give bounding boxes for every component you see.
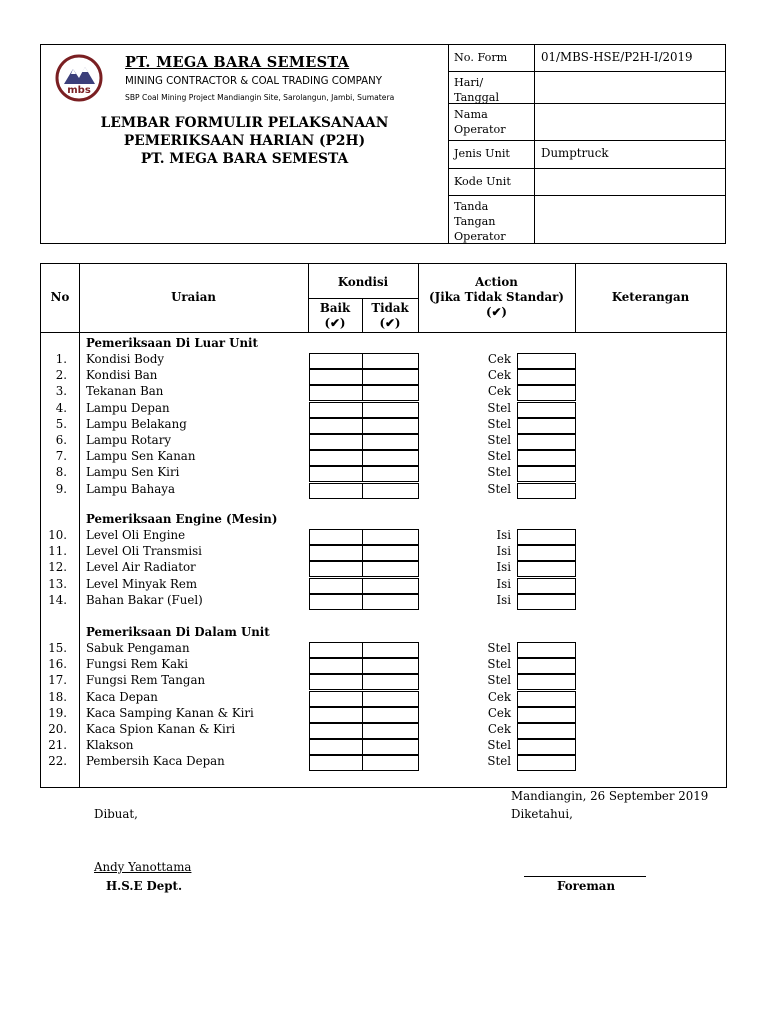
- action-checkbox[interactable]: [517, 529, 576, 545]
- item-name: Lampu Bahaya: [86, 481, 175, 496]
- item-name: Lampu Depan: [86, 400, 170, 415]
- action-checkbox[interactable]: [517, 578, 576, 594]
- baik-checkbox[interactable]: [309, 434, 363, 450]
- item-action: Stel: [487, 641, 511, 655]
- item-number: 22.: [48, 754, 67, 769]
- item-action: Stel: [487, 416, 511, 431]
- logo-text: mbs: [67, 85, 91, 96]
- info-label: Tanda Tangan Operator: [454, 200, 506, 243]
- info-label: Hari/ Tanggal: [454, 76, 500, 104]
- action-checkbox[interactable]: [517, 723, 576, 739]
- item-name: Kaca Samping Kanan & Kiri: [86, 705, 254, 720]
- item-number: 20.: [48, 722, 67, 736]
- item-action: Stel: [487, 433, 511, 447]
- header-tidak-label: Tidak: [371, 301, 409, 315]
- item-action: Stel: [487, 673, 511, 688]
- form-header: [40, 44, 726, 244]
- header-tidak: [362, 301, 418, 331]
- header-action-note: (Jika Tidak Standar): [429, 290, 564, 304]
- info-label: Kode Unit: [454, 175, 511, 188]
- baik-checkbox[interactable]: [309, 545, 363, 561]
- checklist-table: [40, 263, 727, 788]
- info-label: No. Form: [454, 51, 508, 64]
- baik-checkbox[interactable]: [309, 723, 363, 739]
- baik-checkbox[interactable]: [309, 418, 363, 434]
- foreman-signature-line: [524, 876, 646, 877]
- action-checkbox[interactable]: [517, 369, 576, 385]
- item-name: Fungsi Rem Tangan: [86, 673, 206, 688]
- place-date: Mandiangin, 26 September 2019: [511, 789, 709, 803]
- header-baik-label: Baik: [319, 301, 351, 315]
- item-number: 11.: [48, 544, 67, 559]
- tidak-checkbox[interactable]: [362, 402, 419, 418]
- info-separator: [534, 72, 535, 103]
- company-logo-icon: [55, 54, 103, 102]
- tidak-checkbox[interactable]: [362, 578, 419, 594]
- item-name: Fungsi Rem Kaki: [86, 657, 189, 672]
- item-name: Lampu Sen Kanan: [86, 449, 196, 464]
- info-separator: [534, 104, 535, 140]
- item-number: 13.: [48, 576, 67, 591]
- header-baik: [308, 301, 362, 331]
- action-checkbox[interactable]: [517, 755, 576, 771]
- tidak-checkbox[interactable]: [362, 658, 419, 674]
- tidak-checkbox[interactable]: [362, 642, 419, 658]
- action-checkbox[interactable]: [517, 691, 576, 707]
- tidak-checkbox[interactable]: [362, 691, 419, 707]
- action-checkbox[interactable]: [517, 483, 576, 499]
- action-checkbox[interactable]: [517, 466, 576, 482]
- baik-checkbox[interactable]: [309, 755, 363, 771]
- item-number: 10.: [48, 528, 67, 542]
- item-name: Kaca Spion Kanan & Kiri: [86, 722, 236, 736]
- info-separator: [534, 169, 535, 195]
- item-name: Pembersih Kaca Depan: [86, 754, 225, 769]
- item-name: Lampu Belakang: [86, 416, 187, 431]
- action-checkbox[interactable]: [517, 385, 576, 401]
- item-action: Stel: [487, 738, 511, 753]
- item-name: Level Minyak Rem: [86, 576, 198, 591]
- item-name: Klakson: [86, 738, 134, 753]
- signer-department: H.S.E Dept.: [106, 879, 183, 893]
- baik-checkbox[interactable]: [309, 658, 363, 674]
- check-mark-icon: (✔): [379, 316, 401, 330]
- info-value-field[interactable]: Dumptruck: [541, 146, 609, 160]
- item-number: 1.: [55, 352, 67, 366]
- item-number: 6.: [55, 433, 67, 447]
- check-mark-icon: (✔): [324, 316, 346, 330]
- item-number: 7.: [55, 449, 67, 464]
- item-name: Kondisi Body: [86, 352, 165, 366]
- company-description: MINING CONTRACTOR & COAL TRADING COMPANY: [125, 76, 382, 87]
- item-action: Isi: [496, 576, 511, 591]
- section-title: Pemeriksaan Engine (Mesin): [86, 512, 278, 526]
- info-separator: [534, 196, 535, 243]
- item-number: 3.: [55, 384, 67, 399]
- item-action: Cek: [487, 352, 511, 366]
- item-action: Stel: [487, 657, 511, 672]
- item-action: Cek: [487, 384, 511, 399]
- baik-checkbox[interactable]: [309, 529, 363, 545]
- item-action: Stel: [487, 449, 511, 464]
- action-checkbox[interactable]: [517, 418, 576, 434]
- tidak-checkbox[interactable]: [362, 545, 419, 561]
- action-checkbox[interactable]: [517, 658, 576, 674]
- baik-checkbox[interactable]: [309, 466, 363, 482]
- document-title: [41, 114, 448, 168]
- info-value-field[interactable]: 01/MBS-HSE/P2H-I/2019: [541, 50, 693, 64]
- tidak-checkbox[interactable]: [362, 466, 419, 482]
- item-action: Stel: [487, 481, 511, 496]
- item-action: Stel: [487, 754, 511, 769]
- tidak-checkbox[interactable]: [362, 529, 419, 545]
- item-number: 9.: [55, 481, 67, 496]
- made-by-label: Dibuat,: [94, 807, 138, 821]
- foreman-label: Foreman: [557, 879, 616, 893]
- info-separator: [534, 141, 535, 168]
- tidak-checkbox[interactable]: [362, 561, 419, 577]
- info-row: [448, 141, 725, 169]
- baik-checkbox[interactable]: [309, 402, 363, 418]
- section-title: Pemeriksaan Di Luar Unit: [86, 336, 258, 350]
- baik-checkbox[interactable]: [309, 642, 363, 658]
- title-line: PT. MEGA BARA SEMESTA: [140, 151, 349, 167]
- baik-checkbox[interactable]: [309, 385, 363, 401]
- tidak-checkbox[interactable]: [362, 707, 419, 723]
- baik-checkbox[interactable]: [309, 483, 363, 499]
- tidak-checkbox[interactable]: [362, 434, 419, 450]
- item-name: Bahan Bakar (Fuel): [86, 592, 203, 607]
- item-number: 19.: [48, 705, 67, 720]
- action-checkbox[interactable]: [517, 594, 576, 610]
- item-number: 2.: [55, 368, 67, 383]
- item-number: 14.: [48, 592, 67, 607]
- tidak-checkbox[interactable]: [362, 674, 419, 690]
- item-action: Stel: [487, 465, 511, 480]
- tidak-checkbox[interactable]: [362, 739, 419, 755]
- baik-checkbox[interactable]: [309, 369, 363, 385]
- baik-checkbox[interactable]: [309, 353, 363, 369]
- item-name: Level Air Radiator: [86, 560, 196, 575]
- item-action: Cek: [487, 368, 511, 383]
- baik-checkbox[interactable]: [309, 691, 363, 707]
- item-number: 15.: [48, 641, 67, 655]
- baik-checkbox[interactable]: [309, 578, 363, 594]
- tidak-checkbox[interactable]: [362, 450, 419, 466]
- item-number: 17.: [48, 673, 67, 688]
- header-kondisi: Kondisi: [337, 275, 389, 289]
- info-row: [448, 196, 725, 243]
- item-name: Sabuk Pengaman: [86, 641, 190, 655]
- tidak-checkbox[interactable]: [362, 353, 419, 369]
- item-action: Cek: [487, 689, 511, 704]
- header-row-divider: [41, 332, 726, 333]
- header-keterangan: Keterangan: [611, 290, 690, 304]
- header-action: [418, 275, 575, 320]
- item-action: Isi: [496, 560, 511, 575]
- item-name: Level Oli Engine: [86, 528, 186, 542]
- item-name: Level Oli Transmisi: [86, 544, 202, 559]
- item-number: 16.: [48, 657, 67, 672]
- header-action-label: Action: [475, 275, 518, 289]
- row-divider: [308, 298, 418, 299]
- signer-name: Andy Yanottama: [94, 860, 192, 874]
- action-checkbox[interactable]: [517, 561, 576, 577]
- column-divider: [79, 264, 80, 787]
- item-number: 12.: [48, 560, 67, 575]
- tidak-checkbox[interactable]: [362, 483, 419, 499]
- header-uraian: Uraian: [171, 290, 216, 304]
- info-separator: [534, 45, 535, 71]
- baik-checkbox[interactable]: [309, 561, 363, 577]
- item-name: Kaca Depan: [86, 689, 158, 704]
- company-address: SBP Coal Mining Project Mandiangin Site, Sarolangun, Jambi, Sumatera: [125, 93, 395, 102]
- item-name: Kondisi Ban: [86, 368, 158, 383]
- action-checkbox[interactable]: [517, 434, 576, 450]
- action-checkbox[interactable]: [517, 642, 576, 658]
- action-checkbox[interactable]: [517, 707, 576, 723]
- action-checkbox[interactable]: [517, 353, 576, 369]
- tidak-checkbox[interactable]: [362, 418, 419, 434]
- item-action: Stel: [487, 400, 511, 415]
- action-checkbox[interactable]: [517, 402, 576, 418]
- item-number: 8.: [55, 465, 67, 480]
- known-by-label: Diketahui,: [511, 807, 573, 821]
- item-number: 18.: [48, 689, 67, 704]
- tidak-checkbox[interactable]: [362, 594, 419, 610]
- action-checkbox[interactable]: [517, 739, 576, 755]
- baik-checkbox[interactable]: [309, 450, 363, 466]
- tidak-checkbox[interactable]: [362, 723, 419, 739]
- item-number: 21.: [48, 738, 67, 753]
- item-action: Isi: [496, 592, 511, 607]
- item-name: Lampu Sen Kiri: [86, 465, 180, 480]
- tidak-checkbox[interactable]: [362, 369, 419, 385]
- item-action: Isi: [496, 528, 511, 542]
- check-mark-icon: (✔): [485, 305, 508, 319]
- item-action: Isi: [496, 544, 511, 559]
- info-label: Nama Operator: [454, 108, 506, 136]
- info-label: Jenis Unit: [454, 147, 510, 160]
- item-number: 4.: [55, 400, 67, 415]
- company-name: PT. MEGA BARA SEMESTA: [125, 54, 350, 71]
- action-checkbox[interactable]: [517, 674, 576, 690]
- baik-checkbox[interactable]: [309, 674, 363, 690]
- tidak-checkbox[interactable]: [362, 755, 419, 771]
- title-line: PEMERIKSAAN HARIAN (P2H): [123, 133, 366, 149]
- tidak-checkbox[interactable]: [362, 385, 419, 401]
- action-checkbox[interactable]: [517, 545, 576, 561]
- item-name: Lampu Rotary: [86, 433, 172, 447]
- section-title: Pemeriksaan Di Dalam Unit: [86, 625, 270, 639]
- baik-checkbox[interactable]: [309, 739, 363, 755]
- item-number: 5.: [55, 416, 67, 431]
- info-row: [448, 104, 725, 141]
- header-no: No: [50, 290, 70, 304]
- item-name: Tekanan Ban: [86, 384, 164, 399]
- info-row: [448, 45, 725, 72]
- baik-checkbox[interactable]: [309, 594, 363, 610]
- title-line: LEMBAR FORMULIR PELAKSANAAN: [100, 115, 389, 131]
- info-row: [448, 72, 725, 104]
- action-checkbox[interactable]: [517, 450, 576, 466]
- info-row: [448, 169, 725, 196]
- item-action: Cek: [487, 705, 511, 720]
- item-action: Cek: [487, 722, 511, 736]
- baik-checkbox[interactable]: [309, 707, 363, 723]
